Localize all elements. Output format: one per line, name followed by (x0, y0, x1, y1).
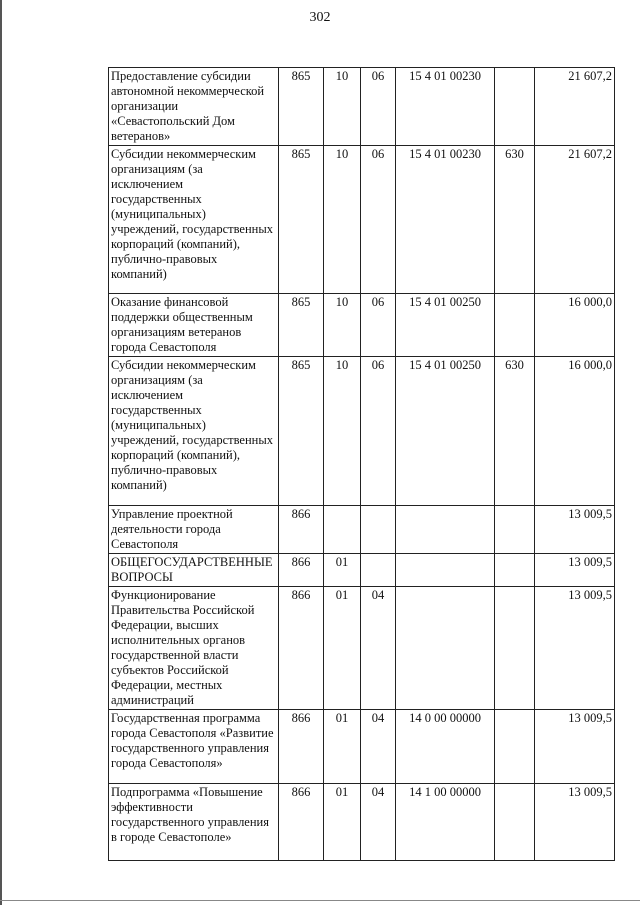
row-name: Субсидии некоммерческим организациям (за исключением государственных (муниципальных) учреждений, государственных корпораций (компаний), публично-правовых компаний) (109, 146, 279, 294)
section-code: 01 (324, 710, 361, 784)
amount: 13 009,5 (535, 710, 615, 784)
row-name: Государственная программа города Севастополя «Развитие государственного управления города Севастополя» (109, 710, 279, 784)
target-article: 14 0 00 00000 (396, 710, 495, 784)
row-name: Функционирование Правительства Российской Федерации, высших исполнительных органов государственной власти субъектов Российской Федерации, местных администраций (109, 587, 279, 710)
expense-type (495, 710, 535, 784)
ministry-code: 866 (279, 784, 324, 861)
table-row (109, 554, 615, 587)
amount: 21 607,2 (535, 146, 615, 294)
table-row (109, 357, 615, 506)
expense-type (495, 294, 535, 357)
amount: 13 009,5 (535, 506, 615, 554)
section-code: 10 (324, 68, 361, 146)
expense-type: 630 (495, 146, 535, 294)
target-article (396, 506, 495, 554)
subsection-code: 06 (361, 146, 396, 294)
row-name: Управление проектной деятельности города Севастополя (109, 506, 279, 554)
section-code: 01 (324, 554, 361, 587)
subsection-code: 04 (361, 784, 396, 861)
target-article: 14 1 00 00000 (396, 784, 495, 861)
section-code: 10 (324, 294, 361, 357)
section-code: 01 (324, 784, 361, 861)
subsection-code: 06 (361, 68, 396, 146)
ministry-code: 865 (279, 68, 324, 146)
amount: 13 009,5 (535, 554, 615, 587)
expense-type (495, 554, 535, 587)
row-name: Подпрограмма «Повышение эффективности государственного управления в городе Севастополе» (109, 784, 279, 861)
target-article: 15 4 01 00230 (396, 146, 495, 294)
expense-type (495, 68, 535, 146)
amount: 13 009,5 (535, 784, 615, 861)
target-article (396, 587, 495, 710)
target-article: 15 4 01 00250 (396, 357, 495, 506)
table-row (109, 146, 615, 294)
ministry-code: 865 (279, 146, 324, 294)
subsection-code: 04 (361, 710, 396, 784)
expense-type (495, 784, 535, 861)
ministry-code: 866 (279, 554, 324, 587)
ministry-code: 866 (279, 587, 324, 710)
section-code: 01 (324, 587, 361, 710)
subsection-code: 04 (361, 587, 396, 710)
subsection-code: 06 (361, 294, 396, 357)
table-row (109, 506, 615, 554)
row-name: Предоставление субсидии автономной некоммерческой организации «Севастопольский Дом ветеранов» (109, 68, 279, 146)
subsection-code: 06 (361, 357, 396, 506)
section-code (324, 506, 361, 554)
target-article: 15 4 01 00230 (396, 68, 495, 146)
ministry-code: 865 (279, 357, 324, 506)
amount: 16 000,0 (535, 357, 615, 506)
table-row (109, 784, 615, 861)
page-left-edge (0, 0, 2, 905)
section-code: 10 (324, 357, 361, 506)
amount: 13 009,5 (535, 587, 615, 710)
page-bottom-edge (0, 900, 640, 901)
row-name: Субсидии некоммерческим организациям (за исключением государственных (муниципальных) учреждений, государственных корпораций (компаний), публично-правовых компаний) (109, 357, 279, 506)
row-name: Оказание финансовой поддержки общественным организациям ветеранов города Севастополя (109, 294, 279, 357)
amount: 16 000,0 (535, 294, 615, 357)
ministry-code: 866 (279, 506, 324, 554)
expense-type: 630 (495, 357, 535, 506)
amount: 21 607,2 (535, 68, 615, 146)
expense-type (495, 587, 535, 710)
subsection-code (361, 506, 396, 554)
table-row (109, 587, 615, 710)
page-number: 302 (309, 10, 331, 25)
budget-table (108, 67, 615, 861)
table-row (109, 710, 615, 784)
expense-type (495, 506, 535, 554)
ministry-code: 865 (279, 294, 324, 357)
target-article (396, 554, 495, 587)
table-row (109, 294, 615, 357)
row-name: ОБЩЕГОСУДАРСТВЕННЫЕ ВОПРОСЫ (109, 554, 279, 587)
section-code: 10 (324, 146, 361, 294)
table-row (109, 68, 615, 146)
ministry-code: 866 (279, 710, 324, 784)
subsection-code (361, 554, 396, 587)
target-article: 15 4 01 00250 (396, 294, 495, 357)
